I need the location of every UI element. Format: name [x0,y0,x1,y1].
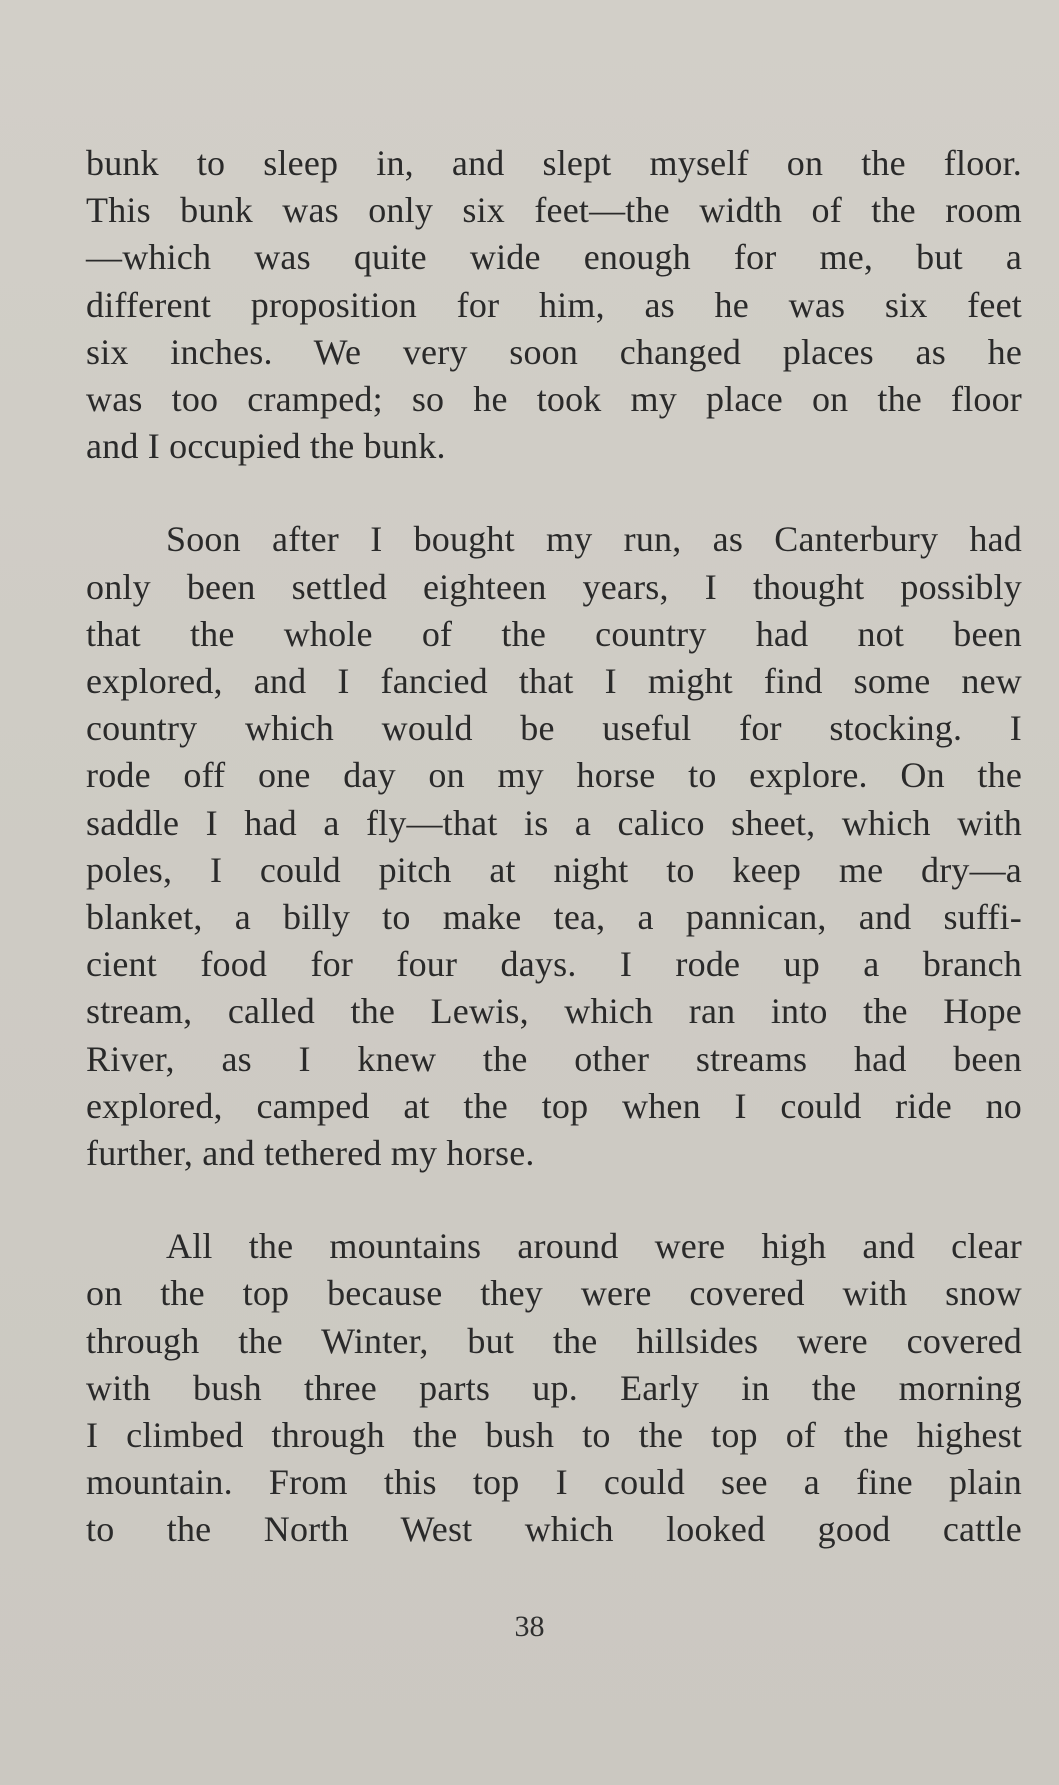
paragraph-1 [86,140,1022,470]
paragraph-2 [86,516,1022,1177]
text-line: River, as I knew the other streams had been [86,1038,1022,1079]
text-line: only been settled eighteen years, I thought possibly [86,566,1022,607]
paragraph-3 [86,1223,1022,1553]
text-line: All the mountains around were high and clear [166,1226,1022,1267]
text-line: on the top because they were covered with snow [86,1273,1022,1314]
text-line: saddle I had a fly—that is a calico sheet, which with [86,802,1022,843]
text-line: stream, called the Lewis, which ran into the Hope [86,991,1022,1032]
text-line: six inches. We very soon changed places as he [86,331,1022,372]
text-line: mountain. From this top I could see a fine plain [86,1462,1022,1503]
text-line: and I occupied the bunk. [86,426,446,467]
text-line: different proposition for him, as he was six feet [86,284,1022,325]
text-line: explored, and I fancied that I might find some new [86,661,1022,702]
text-line: —which was quite wide enough for me, but a [86,237,1022,278]
paragraph-spacer [86,1177,1022,1223]
text-line: through the Winter, but the hillsides were covered [86,1320,1022,1361]
text-line: I climbed through the bush to the top of the highest [86,1415,1022,1456]
text-line: to the North West which looked good cattle [86,1509,1022,1550]
text-line: bunk to sleep in, and slept myself on the floor. [86,143,1022,183]
paragraph-spacer [86,470,1022,516]
text-line: Soon after I bought my run, as Canterbury had [166,519,1022,560]
text-line: This bunk was only six feet—the width of the room [86,190,1022,231]
text-line: that the whole of the country had not been [86,613,1022,654]
text-line: poles, I could pitch at night to keep me dry—a [86,849,1022,890]
text-line: blanket, a billy to make tea, a pannican, and suffi- [86,897,1022,938]
body-text [86,140,1022,1554]
page-number: 38 [514,1610,545,1643]
text-line: rode off one day on my horse to explore. On the [86,755,1022,796]
text-line: further, and tethered my horse. [86,1133,535,1174]
text-line: with bush three parts up. Early in the morning [86,1367,1022,1408]
text-line: cient food for four days. I rode up a branch [86,944,1022,985]
text-line: country which would be useful for stocking. I [86,708,1022,749]
text-line: was too cramped; so he took my place on the floor [86,379,1022,420]
text-line: explored, camped at the top when I could ride no [86,1085,1022,1126]
